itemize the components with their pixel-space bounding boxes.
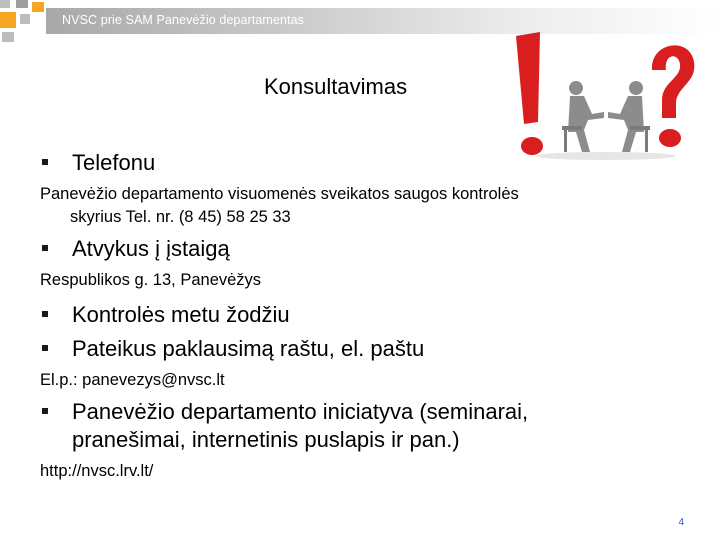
page-number: 4 bbox=[678, 517, 684, 528]
list-item-label: Pateikus paklausimą raštu, el. paštu bbox=[72, 336, 425, 361]
page-title: Konsultavimas bbox=[264, 74, 408, 99]
bullet-marker bbox=[42, 408, 48, 414]
list-item-label: Atvykus į įstaigą bbox=[72, 236, 230, 261]
phone-detail-line-2: skyrius Tel. nr. (8 45) 58 25 33 bbox=[70, 208, 291, 226]
bullet-marker bbox=[42, 159, 48, 165]
bullet-marker bbox=[42, 345, 48, 351]
list-item-label: Telefonu bbox=[72, 150, 156, 175]
bullet-marker bbox=[42, 311, 48, 317]
list-item-label: Kontrolės metu žodžiu bbox=[72, 302, 290, 327]
decor-square-gray-3 bbox=[20, 14, 30, 24]
decor-square-orange-2 bbox=[0, 12, 16, 28]
website-link[interactable]: http://nvsc.lrv.lt/ bbox=[40, 462, 154, 480]
phone-detail-line-1: Panevėžio departamento visuomenės sveikatos saugos kontrolės bbox=[40, 185, 519, 203]
address-detail: Respublikos g. 13, Panevėžys bbox=[40, 271, 262, 289]
decor-square-gray-1 bbox=[0, 0, 10, 8]
decor-square-gray-4 bbox=[2, 32, 14, 42]
email-detail: El.p.: panevezys@nvsc.lt bbox=[40, 371, 225, 389]
decor-square-orange-1 bbox=[32, 2, 44, 12]
list-item-label: Panevėžio departamento iniciatyva (seminarai, bbox=[72, 399, 529, 424]
exclamation-question-figures-icon bbox=[494, 22, 718, 162]
decor-square-gray-2 bbox=[16, 0, 28, 8]
header-text: NVSC prie SAM Panevėžio departamentas bbox=[62, 13, 305, 27]
bullet-marker bbox=[42, 245, 48, 251]
list-item-label: pranešimai, internetinis puslapis ir pan.) bbox=[72, 427, 460, 452]
